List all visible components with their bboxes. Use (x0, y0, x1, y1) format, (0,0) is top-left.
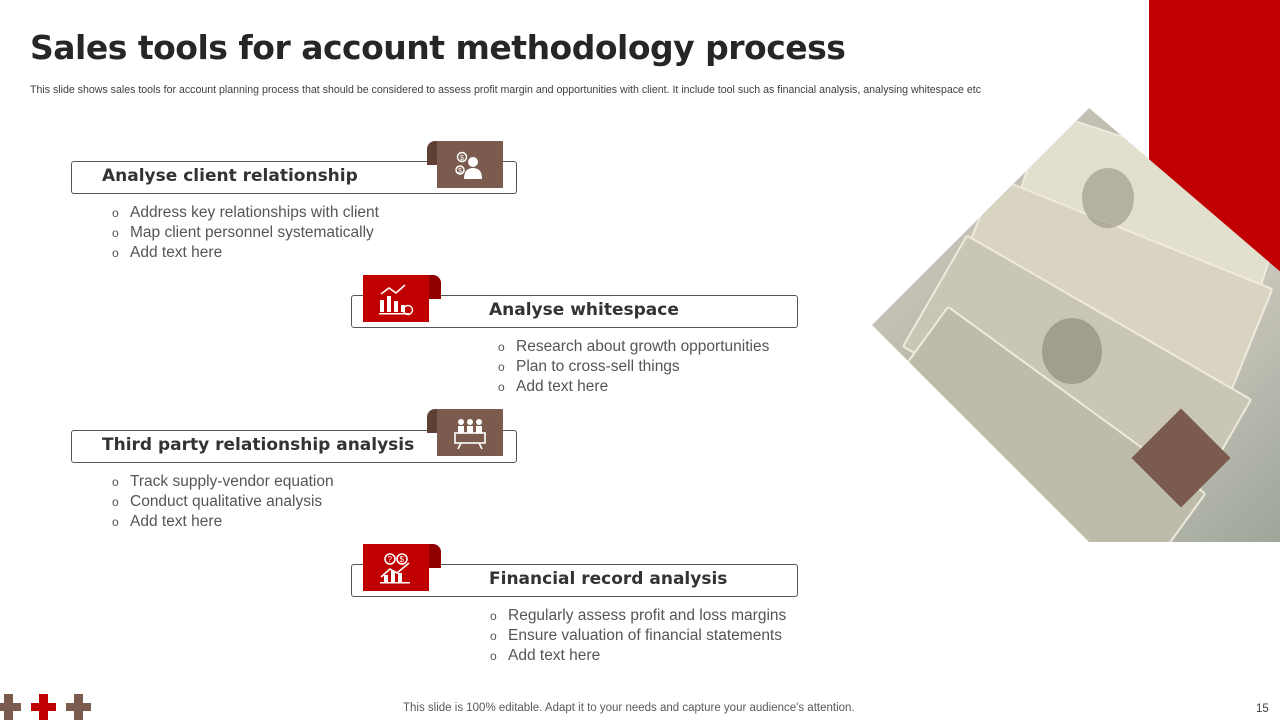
cross-icon (66, 694, 91, 720)
list-item: o Conduct qualitative analysis (112, 492, 334, 512)
bullet-list (498, 337, 769, 397)
list-item: o Regularly assess profit and loss margins (490, 606, 786, 626)
list-item: o Add text here (498, 377, 769, 397)
list-item: o Track supply-vendor equation (112, 472, 334, 492)
portrait-oval (1082, 168, 1134, 228)
list-item: o Research about growth opportunities (498, 337, 769, 357)
page-number: 15 (1256, 703, 1269, 715)
list-item: o Map client personnel systematically (112, 223, 379, 243)
financial-growth-icon (363, 544, 429, 591)
tool-heading: Third party relationship analysis (102, 435, 415, 455)
growth-chart-icon (363, 275, 429, 322)
list-item: o Address key relationships with client (112, 203, 379, 223)
svg-text:$: $ (458, 167, 462, 175)
svg-text:?: ? (387, 554, 392, 564)
cross-icon (0, 694, 21, 720)
bullet-list (112, 472, 334, 532)
portrait-oval (1042, 318, 1102, 384)
slide-title: Sales tools for account methodology process (30, 28, 846, 67)
client-relationship-icon (437, 141, 503, 188)
meeting-presentation-icon (437, 409, 503, 456)
list-item: o Add text here (112, 243, 379, 263)
slide-subtitle: This slide shows sales tools for account planning process that should be considered to assess profit margin and opportunities with client. It include tool such as financial analysis, analysing whitespace etc (30, 84, 982, 96)
svg-text:$: $ (460, 154, 464, 162)
list-item: o Add text here (112, 512, 334, 532)
cross-decoration (0, 694, 91, 720)
svg-text:$: $ (399, 554, 404, 564)
list-item: o Ensure valuation of financial statements (490, 626, 786, 646)
footer-note: This slide is 100% editable. Adapt it to your needs and capture your audience's attention. (403, 702, 855, 714)
bullet-list (112, 203, 379, 263)
tool-heading: Analyse whitespace (489, 300, 679, 320)
cross-icon (31, 694, 56, 720)
list-item: o Add text here (490, 646, 786, 666)
list-item: o Plan to cross-sell things (498, 357, 769, 377)
bullet-list (490, 606, 786, 666)
tool-heading: Financial record analysis (489, 569, 728, 589)
tool-heading: Analyse client relationship (102, 166, 358, 186)
